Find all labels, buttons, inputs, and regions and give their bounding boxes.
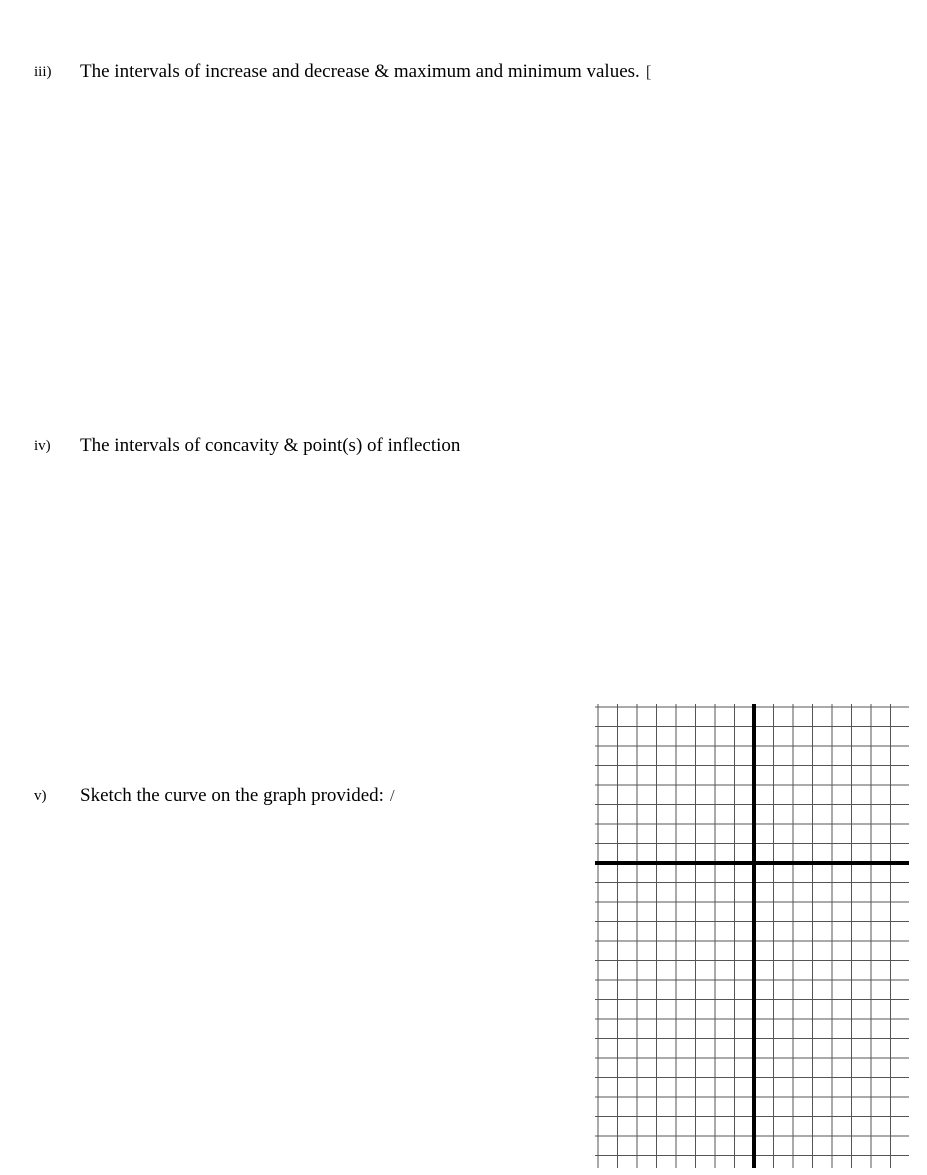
question-text [80,785,395,807]
question-number: iii) [34,64,52,80]
graph-grid [594,703,909,1168]
question-number: v) [34,788,47,804]
question-text [80,435,460,457]
question-text-content: The intervals of increase and decrease & maximum and minimum values. [80,61,640,82]
mark-glyph: [ [645,62,652,81]
question-number: iv) [34,438,51,454]
question-text-content: The intervals of concavity & point(s) of inflection [80,435,461,456]
question-text [80,61,651,83]
mark-glyph: / [389,786,395,805]
question-text-content: Sketch the curve on the graph provided: [80,785,384,806]
